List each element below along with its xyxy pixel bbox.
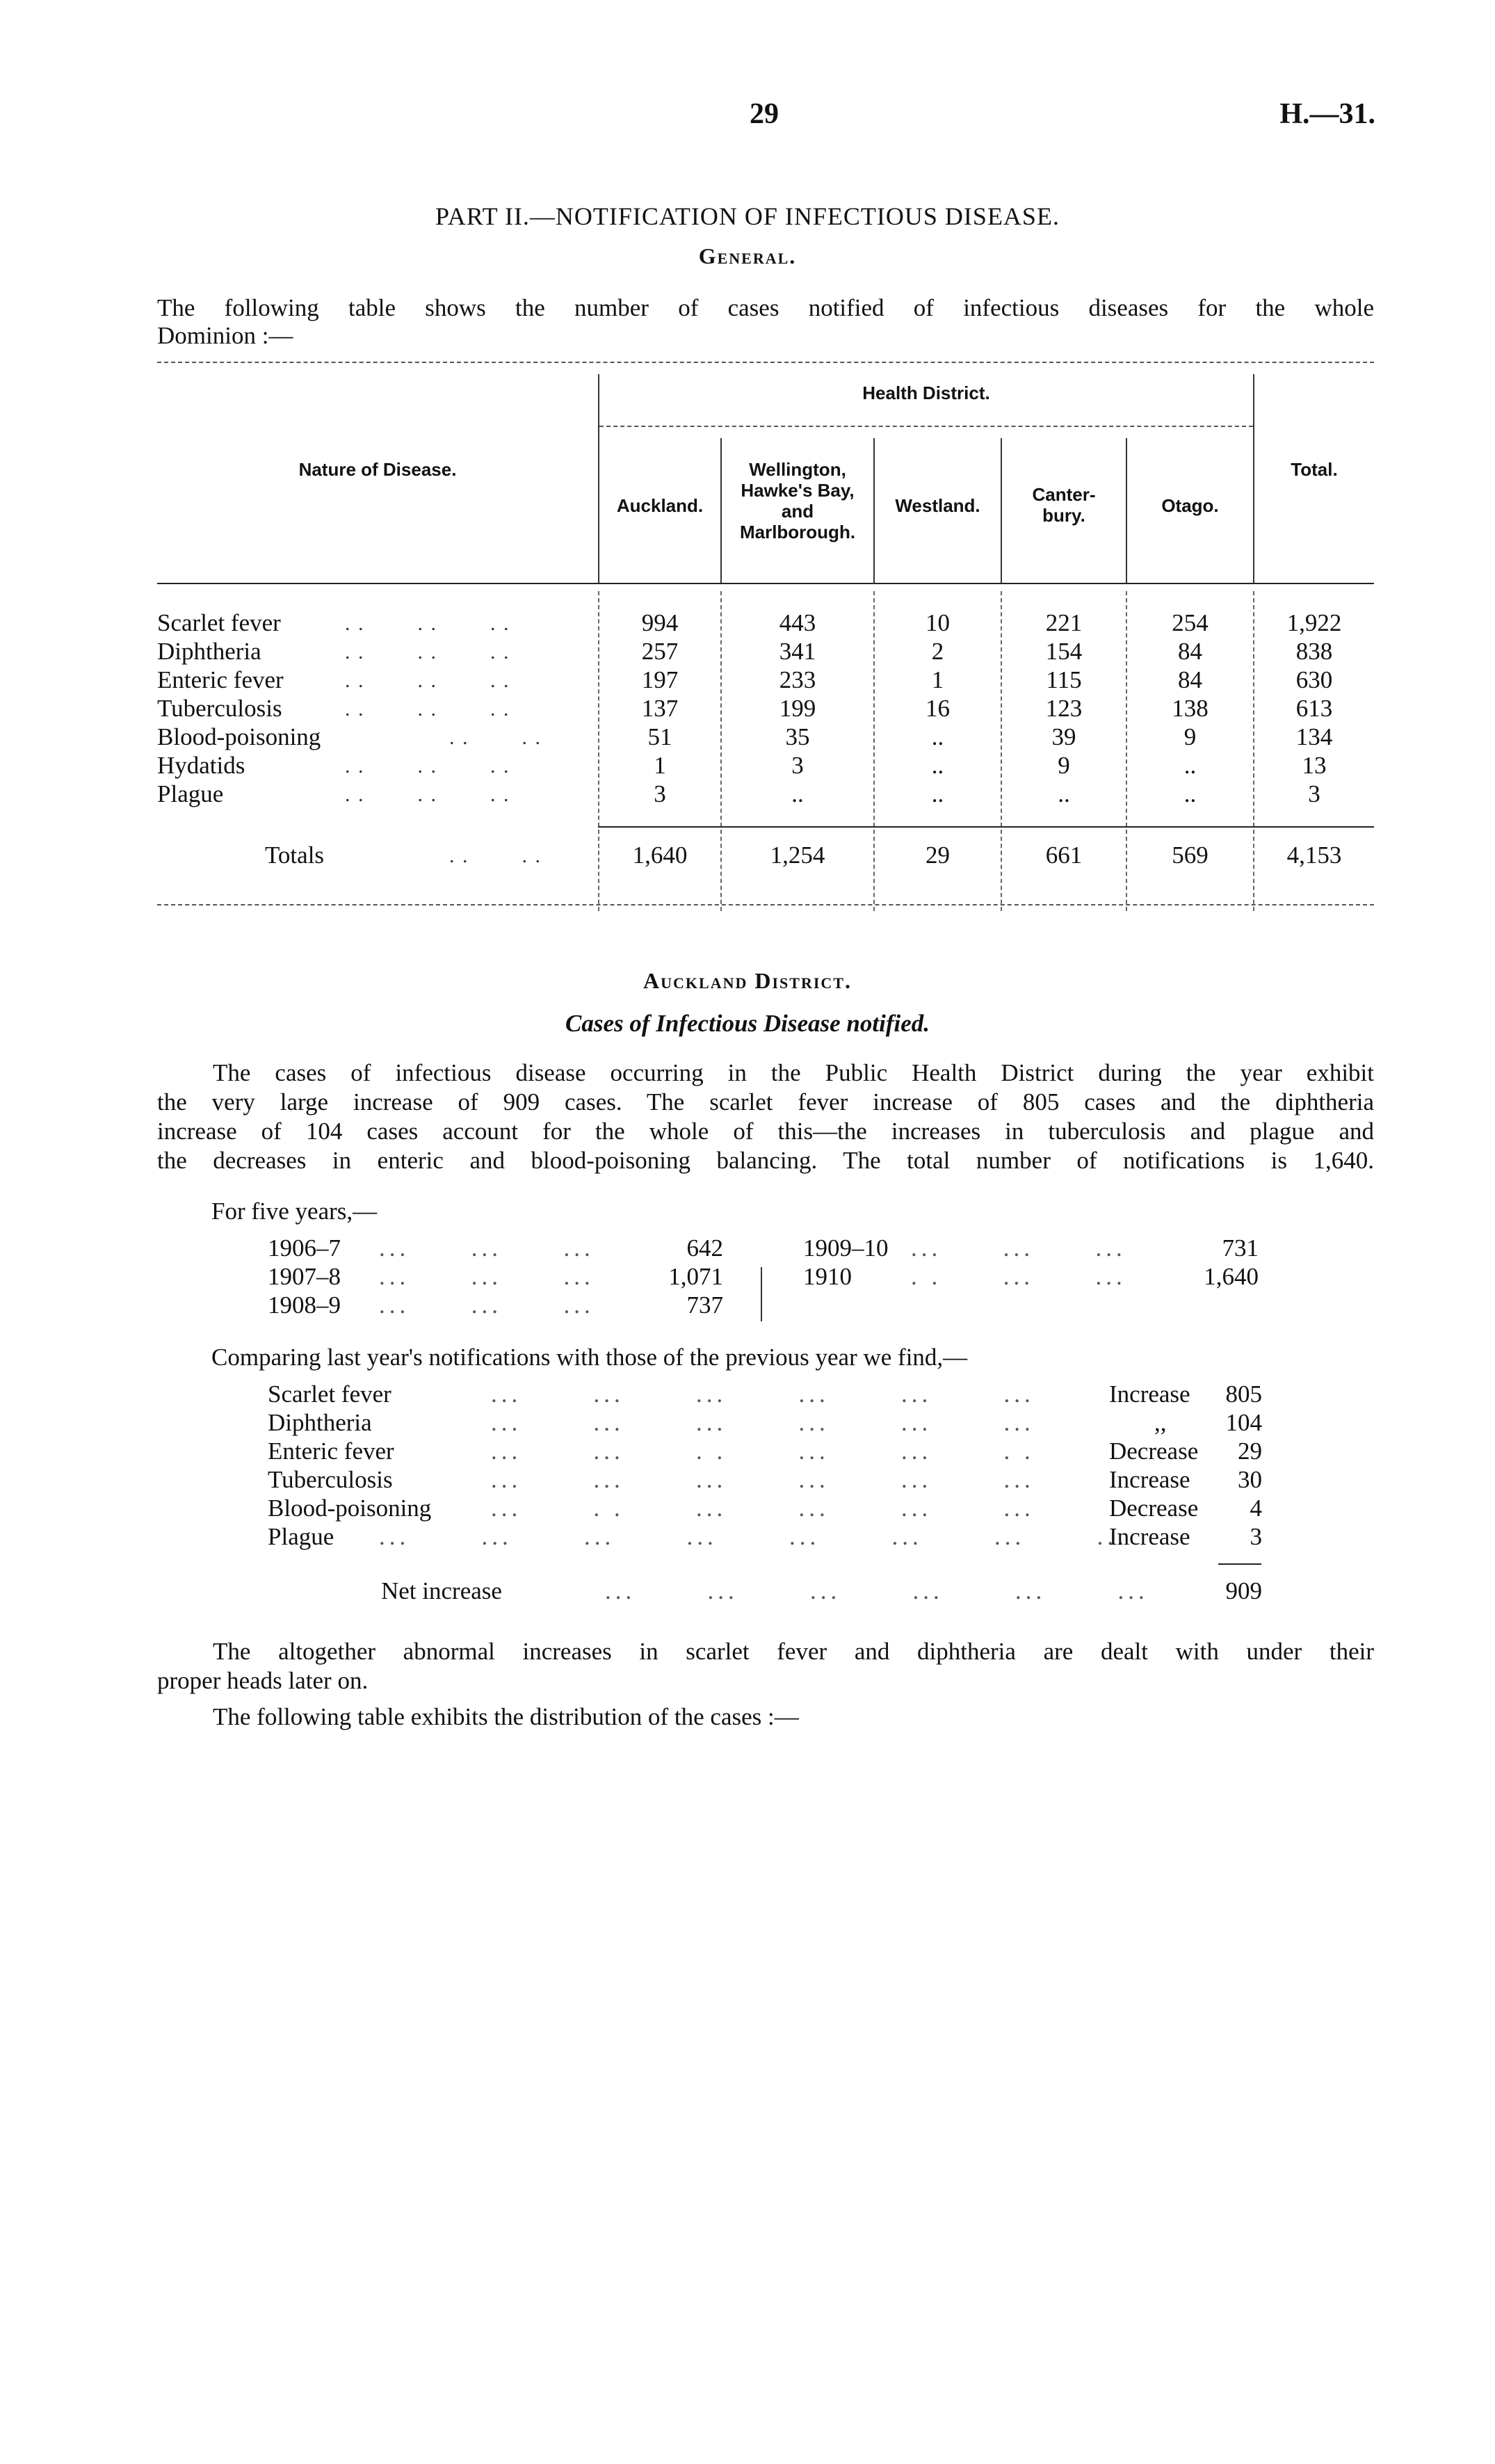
otago-header: Otago. bbox=[1161, 495, 1219, 516]
change-value: 30 bbox=[1238, 1466, 1262, 1493]
change-disease: Diphtheria bbox=[268, 1409, 372, 1436]
cell-otago: 254 bbox=[1172, 609, 1209, 636]
change-kind: Increase bbox=[1109, 1380, 1190, 1408]
five-years-label: For five years,— bbox=[211, 1198, 378, 1225]
year-value: 1,071 bbox=[668, 1263, 723, 1290]
year-value: 737 bbox=[686, 1291, 723, 1319]
page-number: 29 bbox=[750, 98, 779, 130]
change-value: 104 bbox=[1225, 1409, 1262, 1436]
year-value: 642 bbox=[686, 1234, 723, 1262]
cell-westland: 10 bbox=[926, 609, 950, 636]
change-disease: Enteric fever bbox=[268, 1438, 394, 1465]
totals-label: Totals bbox=[265, 842, 325, 869]
change-kind: Decrease bbox=[1109, 1495, 1199, 1522]
cases-notified-subheading: Cases of Infectious Disease notified. bbox=[565, 1010, 930, 1037]
year-label: 1906–7 bbox=[268, 1234, 341, 1262]
westland-header: Westland. bbox=[895, 495, 980, 516]
net-increase-label: Net increase bbox=[381, 1577, 502, 1604]
change-value: 3 bbox=[1250, 1523, 1262, 1550]
cell-otago: .. bbox=[1183, 780, 1197, 807]
year-label: 1907–8 bbox=[268, 1263, 341, 1290]
cell-total: 630 bbox=[1295, 666, 1333, 693]
disease-name: Blood-poisoning bbox=[157, 723, 321, 750]
cell-westland: .. bbox=[931, 723, 944, 750]
cell-auckland: 1 bbox=[654, 752, 666, 779]
infectious-disease-table: Health District. Nature of Disease. Total. Auckland. Wellington, Hawke's Bay, and Marlborough. Westland. Canter- bury. Otago. Scarlet fever . . . . . . 994 443 10 221 254 1,922 Diphtheria . . . . . . 257 341 2 154 84 838 Enteric fever . . . . . . 197 233 1 115 84 630 Tuberculosis . . . . . . 137 199 16 123 138 613 Blood-poisoning . . . . 51 35 .. 39 9 134 Hydatids . . . . . . 1 3 .. 9 .. 13 Plague . . . . . . 3 .. .. .. .. 3 Totals . . . . 1,640 1,254 29 661 569 4,153 bbox=[157, 362, 1374, 911]
nature-of-disease-header: Nature of Disease. bbox=[298, 459, 457, 480]
change-value: 805 bbox=[1225, 1380, 1262, 1408]
cell-otago: 138 bbox=[1172, 695, 1209, 722]
auckland-header: Auckland. bbox=[616, 495, 704, 516]
cell-wellington: 443 bbox=[779, 609, 816, 636]
total-wellington: 1,254 bbox=[770, 842, 825, 869]
cell-total: 13 bbox=[1302, 752, 1327, 779]
auckland-district-heading: Auckland District. bbox=[643, 968, 852, 993]
cell-wellington: 35 bbox=[785, 723, 810, 750]
cell-total: 1,922 bbox=[1286, 609, 1342, 636]
total-auckland: 1,640 bbox=[632, 842, 688, 869]
change-disease: Plague bbox=[268, 1523, 334, 1550]
change-disease: Scarlet fever bbox=[268, 1380, 391, 1408]
cell-wellington: 233 bbox=[779, 666, 816, 693]
wellington-header: Wellington, Hawke's Bay, and Marlborough. bbox=[739, 459, 856, 542]
cell-wellington: .. bbox=[791, 780, 804, 807]
year-value: 1,640 bbox=[1204, 1263, 1259, 1290]
closing-line2: proper heads later on. bbox=[157, 1667, 369, 1694]
total-westland: 29 bbox=[926, 842, 950, 869]
general-heading: General. bbox=[698, 243, 797, 268]
change-disease: Blood-poisoning bbox=[268, 1495, 432, 1522]
total-header: Total. bbox=[1291, 459, 1338, 480]
auckland-para-line: increase of 104 cases account for the whole of this—the increases in tuberculosis and plague and bbox=[157, 1118, 1374, 1145]
cell-canterbury: 9 bbox=[1058, 752, 1070, 779]
year-label: 1910 bbox=[803, 1263, 852, 1290]
closing-line1: The altogether abnormal increases in scarlet fever and diphtheria are dealt with under their bbox=[213, 1638, 1374, 1665]
health-district-header: Health District. bbox=[862, 383, 990, 403]
cell-westland: 1 bbox=[931, 666, 944, 693]
cell-westland: .. bbox=[931, 780, 944, 807]
cell-otago: .. bbox=[1183, 752, 1197, 779]
cell-total: 134 bbox=[1295, 723, 1333, 750]
change-value: 4 bbox=[1250, 1495, 1262, 1522]
cell-wellington: 3 bbox=[791, 752, 804, 779]
cell-total: 838 bbox=[1295, 638, 1333, 665]
cell-wellington: 199 bbox=[779, 695, 816, 722]
cell-otago: 84 bbox=[1178, 666, 1202, 693]
cell-westland: 16 bbox=[926, 695, 950, 722]
part-title: PART II.—NOTIFICATION OF INFECTIOUS DISEASE. bbox=[435, 202, 1060, 230]
cell-auckland: 994 bbox=[641, 609, 679, 636]
cell-canterbury: 221 bbox=[1045, 609, 1083, 636]
disease-name: Plague bbox=[157, 780, 224, 807]
year-label: 1908–9 bbox=[268, 1291, 341, 1319]
total-canterbury: 661 bbox=[1045, 842, 1083, 869]
comparing-label: Comparing last year's notifications with those of the previous year we find,— bbox=[211, 1344, 968, 1371]
cell-canterbury: 39 bbox=[1051, 723, 1076, 750]
change-kind: Increase bbox=[1109, 1523, 1190, 1550]
cell-canterbury: .. bbox=[1058, 780, 1070, 807]
cell-canterbury: 154 bbox=[1045, 638, 1083, 665]
cell-auckland: 51 bbox=[647, 723, 672, 750]
change-value: 29 bbox=[1238, 1438, 1262, 1465]
document-reference: H.—31. bbox=[1279, 98, 1375, 130]
disease-name: Enteric fever bbox=[157, 666, 284, 693]
general-intro-line2: Dominion :— bbox=[157, 322, 293, 349]
cell-total: 613 bbox=[1295, 695, 1333, 722]
total-otago: 569 bbox=[1172, 842, 1209, 869]
grand-total: 4,153 bbox=[1286, 842, 1342, 869]
change-kind: Increase bbox=[1109, 1466, 1190, 1493]
cell-otago: 9 bbox=[1183, 723, 1197, 750]
general-intro-line1: The following table shows the number of cases notified of infectious diseases for the whole bbox=[157, 294, 1374, 321]
cell-auckland: 137 bbox=[641, 695, 679, 722]
auckland-para-line: the decreases in enteric and blood-poisoning balancing. The total number of notifications is 1,640. bbox=[157, 1147, 1374, 1174]
disease-name: Hydatids bbox=[157, 752, 245, 779]
auckland-para-line: The cases of infectious disease occurring in the Public Health District during the year exhibit bbox=[213, 1059, 1374, 1086]
year-label: 1909–10 bbox=[803, 1234, 889, 1262]
cell-total: 3 bbox=[1308, 780, 1320, 807]
change-kind: ,, bbox=[1154, 1409, 1167, 1436]
canterbury-header: Canter- bury. bbox=[1032, 484, 1096, 526]
disease-name: Diphtheria bbox=[157, 638, 261, 665]
cell-westland: 2 bbox=[931, 638, 944, 665]
change-disease: Tuberculosis bbox=[268, 1466, 393, 1493]
change-kind: Decrease bbox=[1109, 1438, 1199, 1465]
year-value: 731 bbox=[1222, 1234, 1259, 1262]
disease-name: Scarlet fever bbox=[157, 609, 281, 636]
closing-line3: The following table exhibits the distribution of the cases :— bbox=[213, 1703, 799, 1730]
cell-otago: 84 bbox=[1178, 638, 1202, 665]
cell-canterbury: 115 bbox=[1046, 666, 1082, 693]
cell-wellington: 341 bbox=[779, 638, 816, 665]
net-increase-value: 909 bbox=[1225, 1577, 1262, 1604]
cell-auckland: 197 bbox=[641, 666, 679, 693]
cell-westland: .. bbox=[931, 752, 944, 779]
cell-auckland: 3 bbox=[654, 780, 666, 807]
cell-auckland: 257 bbox=[641, 638, 679, 665]
cell-canterbury: 123 bbox=[1045, 695, 1083, 722]
auckland-para-line: the very large increase of 909 cases. The scarlet fever increase of 805 cases and the diphtheria bbox=[157, 1088, 1374, 1116]
disease-name: Tuberculosis bbox=[157, 695, 282, 722]
